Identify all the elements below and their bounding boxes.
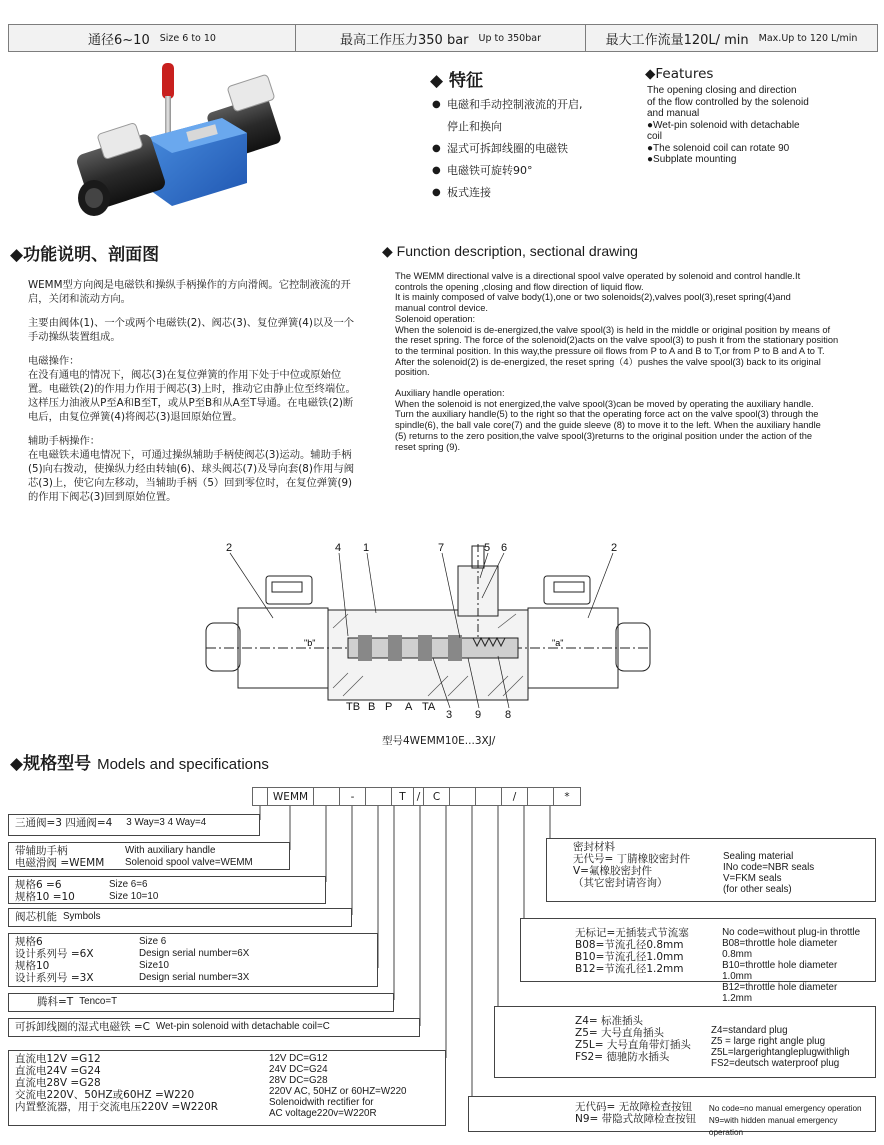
spec-brand-box	[8, 993, 394, 1012]
function-en-line: (5) returns to the zero position,the valve spool(3)returns to the original position under the action of the	[395, 430, 813, 441]
code-cell	[528, 788, 554, 805]
code-cell	[450, 788, 476, 805]
spec-cn: B10=节流孔径1.0mm	[575, 951, 684, 963]
code-cell	[476, 788, 502, 805]
function-en-line: When the solenoid is not energized,the valve spool(3)can be moved by operating the auxiliary handle.	[395, 398, 814, 409]
flow-cell	[586, 25, 877, 51]
spec-en: No code=no manual emergency operation	[708, 1104, 862, 1113]
features-en-line: coil	[647, 131, 663, 142]
spec-en: Solenoidwith rectifier for	[269, 1097, 374, 1108]
spec-type-box	[8, 842, 290, 870]
spec-cn: （其它密封请咨询）	[573, 877, 668, 889]
spec-cn: 设计系列号 =3X	[15, 972, 94, 984]
function-en-line: controls the opening ,closing and flow direction of liquid flow.	[395, 281, 644, 292]
code-cell	[366, 788, 392, 805]
callout-2-left: 2	[226, 542, 233, 554]
callout-8: 8	[505, 709, 512, 721]
function-en-line: reset spring (9).	[395, 441, 461, 452]
spec-en: Z4=standard plug	[711, 1025, 788, 1036]
side-a-label: "a"	[552, 638, 564, 648]
spec-cn: Z5= 大号直角插头	[575, 1027, 665, 1039]
size-en: Size 6 to 10	[159, 32, 216, 44]
feature-item: 停止和换向	[447, 120, 502, 133]
function-cn-heading: 电磁操作：	[28, 355, 80, 367]
spec-cn: 电磁滑阀 =WEMM	[15, 857, 105, 869]
valve-product-photo	[62, 58, 302, 223]
spec-cn: 可拆卸线圈的湿式电磁铁 =C	[15, 1021, 150, 1033]
spec-cn: 直流电12V =G12	[15, 1053, 101, 1065]
spec-cn: 设计系列号 =6X	[15, 948, 94, 960]
function-en-line: position.	[395, 367, 430, 378]
pressure-en: Up to 350bar	[478, 32, 541, 44]
pressure-cell	[296, 25, 586, 51]
function-en-body	[395, 271, 879, 452]
callout-1: 1	[363, 542, 370, 554]
spec-en: 220V AC, 50HZ or 60HZ=W220	[269, 1086, 407, 1097]
spec-cn: 无代号= 丁腈橡胶密封件	[573, 853, 691, 865]
feature-item: ● 电磁铁可旋转90°	[432, 160, 583, 182]
spec-cn: 带辅助手柄	[15, 845, 68, 857]
callout-5: 5	[484, 542, 491, 554]
spec-en: AC voltage220v=W220R	[269, 1108, 377, 1119]
spec-plug-box	[494, 1006, 876, 1078]
function-en-line: Solenoid operation:	[395, 313, 476, 324]
function-cn-title: ◆功能说明、剖面图	[10, 245, 160, 265]
side-b-label: "b"	[304, 638, 316, 648]
spec-en: B12=throttle hole diameter 1.2mm	[722, 982, 838, 1004]
spec-cn: Z5L= 大号直角带灯插头	[575, 1039, 691, 1051]
spec-en: INo code=NBR seals	[723, 862, 815, 873]
spec-en: Size 10=10	[109, 891, 159, 902]
spec-en: B08=throttle hole diameter 0.8mm	[722, 938, 838, 960]
spec-cn: 内置整流器，用于交流电压220V =W220R	[15, 1101, 219, 1113]
feature-item: ● 湿式可拆卸线圈的电磁铁	[432, 138, 583, 160]
flow-cn: 最大工作流量120L/ min	[605, 32, 749, 48]
port-ta: TA	[422, 701, 436, 713]
spec-en: With auxiliary handle	[125, 845, 216, 856]
callout-3: 3	[446, 709, 453, 721]
features-en-line: ●The solenoid coil can rotate 90	[647, 142, 790, 154]
spec-en: 3 Way=3 4 Way=4	[126, 817, 207, 828]
drawing-caption: 型号4WEMM10E...3XJ/	[382, 735, 496, 747]
spec-en: Tenco=T	[79, 996, 118, 1007]
spec-en: No code=without plug-in throttle	[722, 927, 861, 938]
features-en-line: ●Wet-pin solenoid with detachable	[647, 119, 800, 131]
spec-cn: 三通阀=3 四通阀=4	[15, 817, 113, 829]
spec-en: Size10	[139, 960, 169, 971]
spec-emergency-box	[468, 1096, 876, 1137]
function-en-line: Turn the auxiliary handle(5) to the right so that the operating force act on the valve spool(3) through the	[395, 409, 819, 420]
code-cell: T	[392, 788, 414, 805]
spec-en: Sealing material	[723, 851, 794, 862]
function-cn-para: 在没有通电的情况下，阀芯(3)在复位弹簧的作用下处于中位或原始位置。电磁铁(2)的作用力作用于阀芯(3)上时，推动它由静止位至终端位。这样压力油液从P至A和B至T，或从P至B和从A至T导通。在电磁铁(2)断电后，由复位弹簧(4)将阀芯(3)退回原始位置。	[28, 369, 356, 423]
function-en-title: ◆ Function description, sectional drawing	[382, 243, 638, 259]
port-b: B	[368, 701, 376, 713]
spec-en: 28V DC=G28	[269, 1075, 328, 1086]
code-cell	[253, 788, 268, 805]
spec-cn: N9= 带隐式故障检查按钮	[575, 1113, 697, 1125]
models-title-en: Models and specifications	[97, 756, 269, 773]
function-en-line: the reset spring. The force of the solenoid(2)acts on the valve spool(3) to push it from the stationary position	[395, 335, 839, 346]
features-cn-title: ◆ 特征	[430, 71, 483, 91]
port-p: P	[385, 701, 393, 713]
function-en-line: It is mainly composed of valve body(1),one or two solenoids(2),valves pool(3),reset spring(4)and	[395, 292, 791, 303]
spec-cn: Z4= 标准插头	[575, 1015, 644, 1027]
spec-en: Size 6=6	[109, 879, 148, 890]
spec-en: 24V DC=G24	[269, 1064, 328, 1075]
spec-cn: 无代码= 无故障检查按钮	[575, 1101, 693, 1113]
spec-en: (for other seals)	[723, 884, 792, 895]
code-cell: /	[502, 788, 528, 805]
spec-cn: 腾科=T	[37, 996, 74, 1008]
spec-en: V=FKM seals	[723, 873, 782, 884]
function-cn-para: 在电磁铁未通电情况下，可通过操纵辅助手柄使阀芯(3)运动。辅助手柄(5)向右拨动，使操纵力经由转轴(6)、球头阀芯(7)及导向套(8)作用与阀芯(3)上，使它向左移动，当辅助手柄（5）回到零位时，在复位弹簧(9)的作用下阀芯(3)回到原始位置。	[28, 449, 355, 503]
features-en-line: ●Subplate mounting	[647, 154, 737, 165]
function-en-line: When the solenoid is de-energized,the valve spool(3) is held in the middle or original position by means of	[395, 324, 831, 335]
features-en-line: of the flow controlled by the solenoid	[647, 96, 809, 108]
function-cn-body	[28, 278, 358, 514]
feature-item: ● 电磁和手动控制液流的开启,	[432, 94, 583, 116]
flow-en: Max.Up to 120 L/min	[758, 32, 858, 44]
code-cell: -	[340, 788, 366, 805]
function-en-line: The WEMM directional valve is a directional spool valve operated by solenoid and control handle.It	[395, 271, 801, 281]
spec-en: Z5L=largerightangleplugwithligh	[711, 1047, 850, 1058]
spec-en: FS2=deutsch waterproof plug	[711, 1058, 840, 1069]
features-en-body	[647, 85, 847, 166]
callout-7: 7	[438, 542, 445, 554]
spec-size-box	[8, 876, 326, 904]
spec-en: Wet-pin solenoid with detachable coil=C	[155, 1021, 330, 1032]
spec-seal-box	[546, 838, 876, 902]
function-cn-para: WEMM型方向阀是电磁铁和操纵手柄操作的方向滑阀。它控制液流的开启，关闭和流动方向。	[28, 279, 351, 305]
spec-coil-box	[8, 1018, 420, 1037]
spec-cn: 无标记=无插装式节流塞	[575, 927, 689, 939]
spec-cn: 规格6	[15, 936, 43, 948]
features-en-line: and manual	[647, 108, 700, 119]
callout-9: 9	[475, 709, 482, 721]
code-cell: *	[564, 790, 570, 803]
spec-cn: 直流电24V =G24	[15, 1065, 101, 1077]
features-en-title: ◆Features	[645, 66, 714, 82]
spec-cn: V=氟橡胶密封件	[573, 865, 652, 877]
spec-en: Size 6	[139, 936, 167, 947]
spec-cn: B08=节流孔径0.8mm	[575, 939, 684, 951]
spec-voltage-box	[8, 1050, 446, 1126]
models-title	[10, 749, 269, 774]
spec-en: Solenoid spool valve=WEMM	[125, 857, 253, 868]
models-title-cn: ◆规格型号	[10, 754, 92, 774]
function-en-line: Auxiliary handle operation:	[395, 388, 505, 399]
size-cell	[9, 25, 296, 51]
spec-symbol-box	[8, 908, 352, 927]
spec-en: N9=with hidden manual emergency operation	[708, 1116, 838, 1137]
spec-en: 12V DC=G12	[269, 1053, 328, 1064]
spec-en: Z5 = large right angle plug	[711, 1036, 826, 1047]
code-cell: /	[414, 788, 424, 805]
spec-cn: 直流电28V =G28	[15, 1077, 101, 1089]
spec-cn: 规格6 =6	[15, 879, 62, 891]
spec-series-box	[8, 933, 378, 987]
function-en-line: spindle(6), the ball vale core(7) and the guide sleeve (8) to move it to the left. When the auxiliary handle	[395, 420, 821, 431]
pressure-cn: 最高工作压力350 bar	[340, 32, 469, 48]
spec-header-bar	[8, 24, 878, 52]
spec-en: B10=throttle hole diameter 1.0mm	[722, 960, 838, 982]
spec-cn: 密封材料	[573, 841, 615, 853]
function-cn-para: 主要由阀体(1)、一个或两个电磁铁(2)、阀芯(3)、复位弹簧(4)以及一个手动操纵装置组成。	[28, 317, 355, 343]
function-en-line: to the terminal position. In this way,the pressure oil flows from P to A and B to T,or from P to B and A to T.	[395, 345, 825, 356]
features-cn-list	[432, 94, 583, 204]
spec-cn: 规格10	[15, 960, 50, 972]
code-cell: C	[424, 788, 450, 805]
model-code-bar	[252, 787, 581, 806]
function-en-line: After the solenoid(2) is de-energized, the reset spring（4）pushes the valve spool(3) back to its original	[395, 356, 821, 367]
callout-4: 4	[335, 542, 342, 554]
callout-2-right: 2	[611, 542, 618, 554]
feature-item: ● 板式连接	[432, 182, 583, 204]
port-a: A	[405, 701, 413, 713]
spec-throttle-box	[520, 918, 876, 1004]
spec-cn: FS2= 德驰防水插头	[575, 1051, 670, 1063]
function-cn-heading: 辅助手柄操作：	[28, 435, 101, 447]
spec-en: Design serial number=6X	[139, 948, 250, 959]
spec-cn: 阀芯机能	[15, 911, 57, 923]
sectional-drawing	[198, 538, 658, 728]
spec-cn: B12=节流孔径1.2mm	[575, 963, 684, 975]
features-en-line: The opening closing and direction	[647, 85, 797, 96]
port-tb: TB	[346, 701, 361, 713]
function-en-line: manual control device.	[395, 303, 489, 314]
spec-en: Symbols	[63, 911, 101, 922]
spec-way-box	[8, 814, 260, 836]
callout-6: 6	[501, 542, 508, 554]
spec-cn: 规格10 =10	[15, 891, 75, 903]
spec-en: Design serial number=3X	[139, 972, 250, 983]
code-cell: WEMM	[268, 788, 314, 805]
size-cn: 通径6~10	[88, 32, 150, 48]
code-cell	[314, 788, 340, 805]
spec-cn: 交流电220V、50HZ或60HZ =W220	[15, 1089, 195, 1101]
